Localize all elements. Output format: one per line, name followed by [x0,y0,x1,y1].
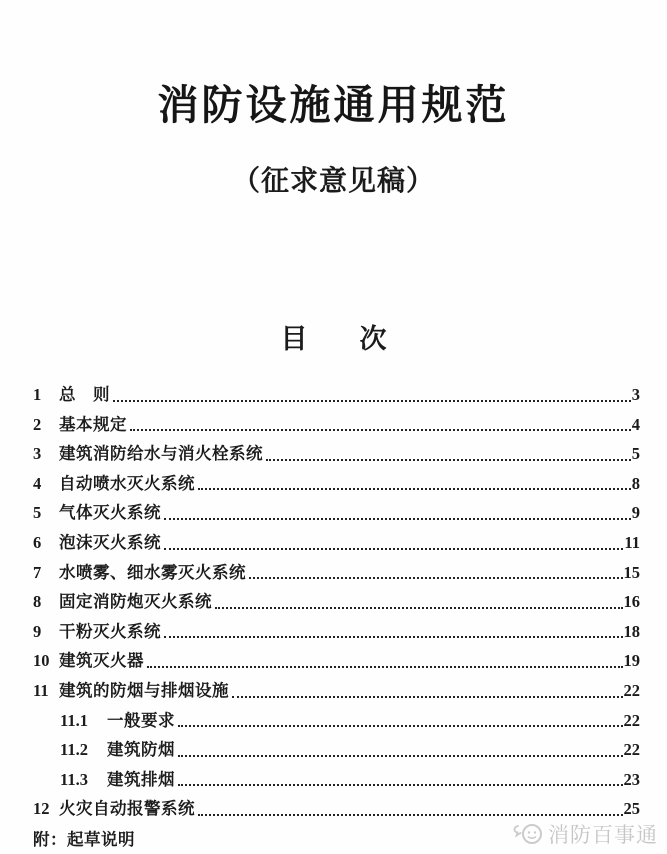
toc-entry-number: 3 [33,444,42,464]
toc-entry-page: 15 [623,562,640,582]
toc-entry [33,731,640,761]
toc-entry-page: 16 [623,592,640,612]
toc-dot-leader [130,429,631,431]
toc-entry-number: 9 [33,621,42,641]
toc-dot-leader [164,636,623,638]
toc-heading-char-1: 目 [280,324,308,354]
toc-entry-title: 水喷雾、细水雾灭火系统 [59,562,246,582]
toc-entry-number: 10 [33,651,50,671]
toc-dot-leader [178,725,623,727]
toc-entry-title: 建筑排烟 [107,769,175,789]
toc-entry [33,376,640,406]
toc-entry-page: 22 [623,680,640,700]
toc-entry-page: 5 [631,444,640,464]
toc-dot-leader [249,577,623,579]
toc-entry-title: 固定消防炮灭火系统 [59,592,212,612]
toc-entry-page: 25 [623,799,640,819]
toc-rows [33,376,640,820]
toc-entry-title: 基本规定 [59,414,127,434]
toc-entry-title: 建筑灭火器 [59,651,144,671]
toc-entry [33,790,640,820]
watermark [512,819,658,849]
toc-list [33,376,640,850]
toc-dot-leader [266,459,631,461]
toc-dot-leader [113,400,631,402]
toc-entry-page: 3 [631,384,640,404]
toc-entry-title: 泡沫灭火系统 [59,532,161,552]
toc-entry-number: 4 [33,473,42,493]
toc-dot-leader [232,696,623,698]
toc-entry-title: 干粉灭火系统 [59,621,161,641]
chat-bubble-face-icon [512,821,544,847]
toc-entry-number: 11 [33,680,49,700]
document-title: 消防设施通用规范 [157,82,510,128]
toc-entry [33,613,640,643]
toc-entry-title: 总 则 [59,384,110,404]
toc-entry-number: 1 [33,384,42,404]
toc-appendix: 附：起草说明 [33,829,135,849]
toc-entry [33,672,640,702]
toc-entry-page: 18 [623,621,640,641]
toc-entry-page: 4 [631,414,640,434]
toc-dot-leader [198,488,631,490]
toc-entry-title: 建筑的防烟与排烟设施 [59,680,229,700]
toc-entry-number: 11.3 [60,769,88,789]
toc-dot-leader [198,814,623,816]
toc-entry-number: 12 [33,799,50,819]
toc-entry-page: 23 [623,769,640,789]
toc-entry-number: 2 [33,414,42,434]
toc-heading-char-2: 次 [359,324,387,354]
toc-entry [33,465,640,495]
toc-entry [33,524,640,554]
watermark-text: 消防百事通 [548,824,658,847]
toc-dot-leader [178,784,623,786]
toc-entry [33,494,640,524]
toc-dot-leader [164,548,623,550]
toc-entry [33,435,640,465]
toc-entry-page: 22 [623,710,640,730]
toc-dot-leader [164,518,631,520]
toc-heading [0,317,667,356]
toc-entry [33,583,640,613]
toc-entry [33,702,640,732]
toc-dot-leader [147,666,623,668]
toc-entry [33,642,640,672]
toc-entry-title: 建筑防烟 [107,740,175,760]
toc-entry-number: 8 [33,592,42,612]
toc-entry-title: 气体灭火系统 [59,503,161,523]
toc-entry-page: 22 [623,740,640,760]
toc-entry-title: 火灾自动报警系统 [59,799,195,819]
toc-entry-page: 19 [623,651,640,671]
toc-entry-number: 6 [33,532,42,552]
document-subtitle: （征求意见稿） [231,166,435,197]
toc-entry-page: 11 [624,532,640,552]
toc-entry-page: 9 [631,503,640,523]
toc-entry-number: 7 [33,562,42,582]
toc-dot-leader [178,755,623,757]
toc-entry-title: 建筑消防给水与消火栓系统 [59,444,263,464]
toc-entry-number: 11.1 [60,710,88,730]
toc-entry-number: 5 [33,503,42,523]
toc-entry-title: 一般要求 [107,710,175,730]
toc-entry-title: 自动喷水灭火系统 [59,473,195,493]
toc-entry-page: 8 [631,473,640,493]
toc-entry-number: 11.2 [60,740,88,760]
toc-entry [33,554,640,584]
toc-entry [33,406,640,436]
toc-dot-leader [215,607,623,609]
toc-entry [33,761,640,791]
